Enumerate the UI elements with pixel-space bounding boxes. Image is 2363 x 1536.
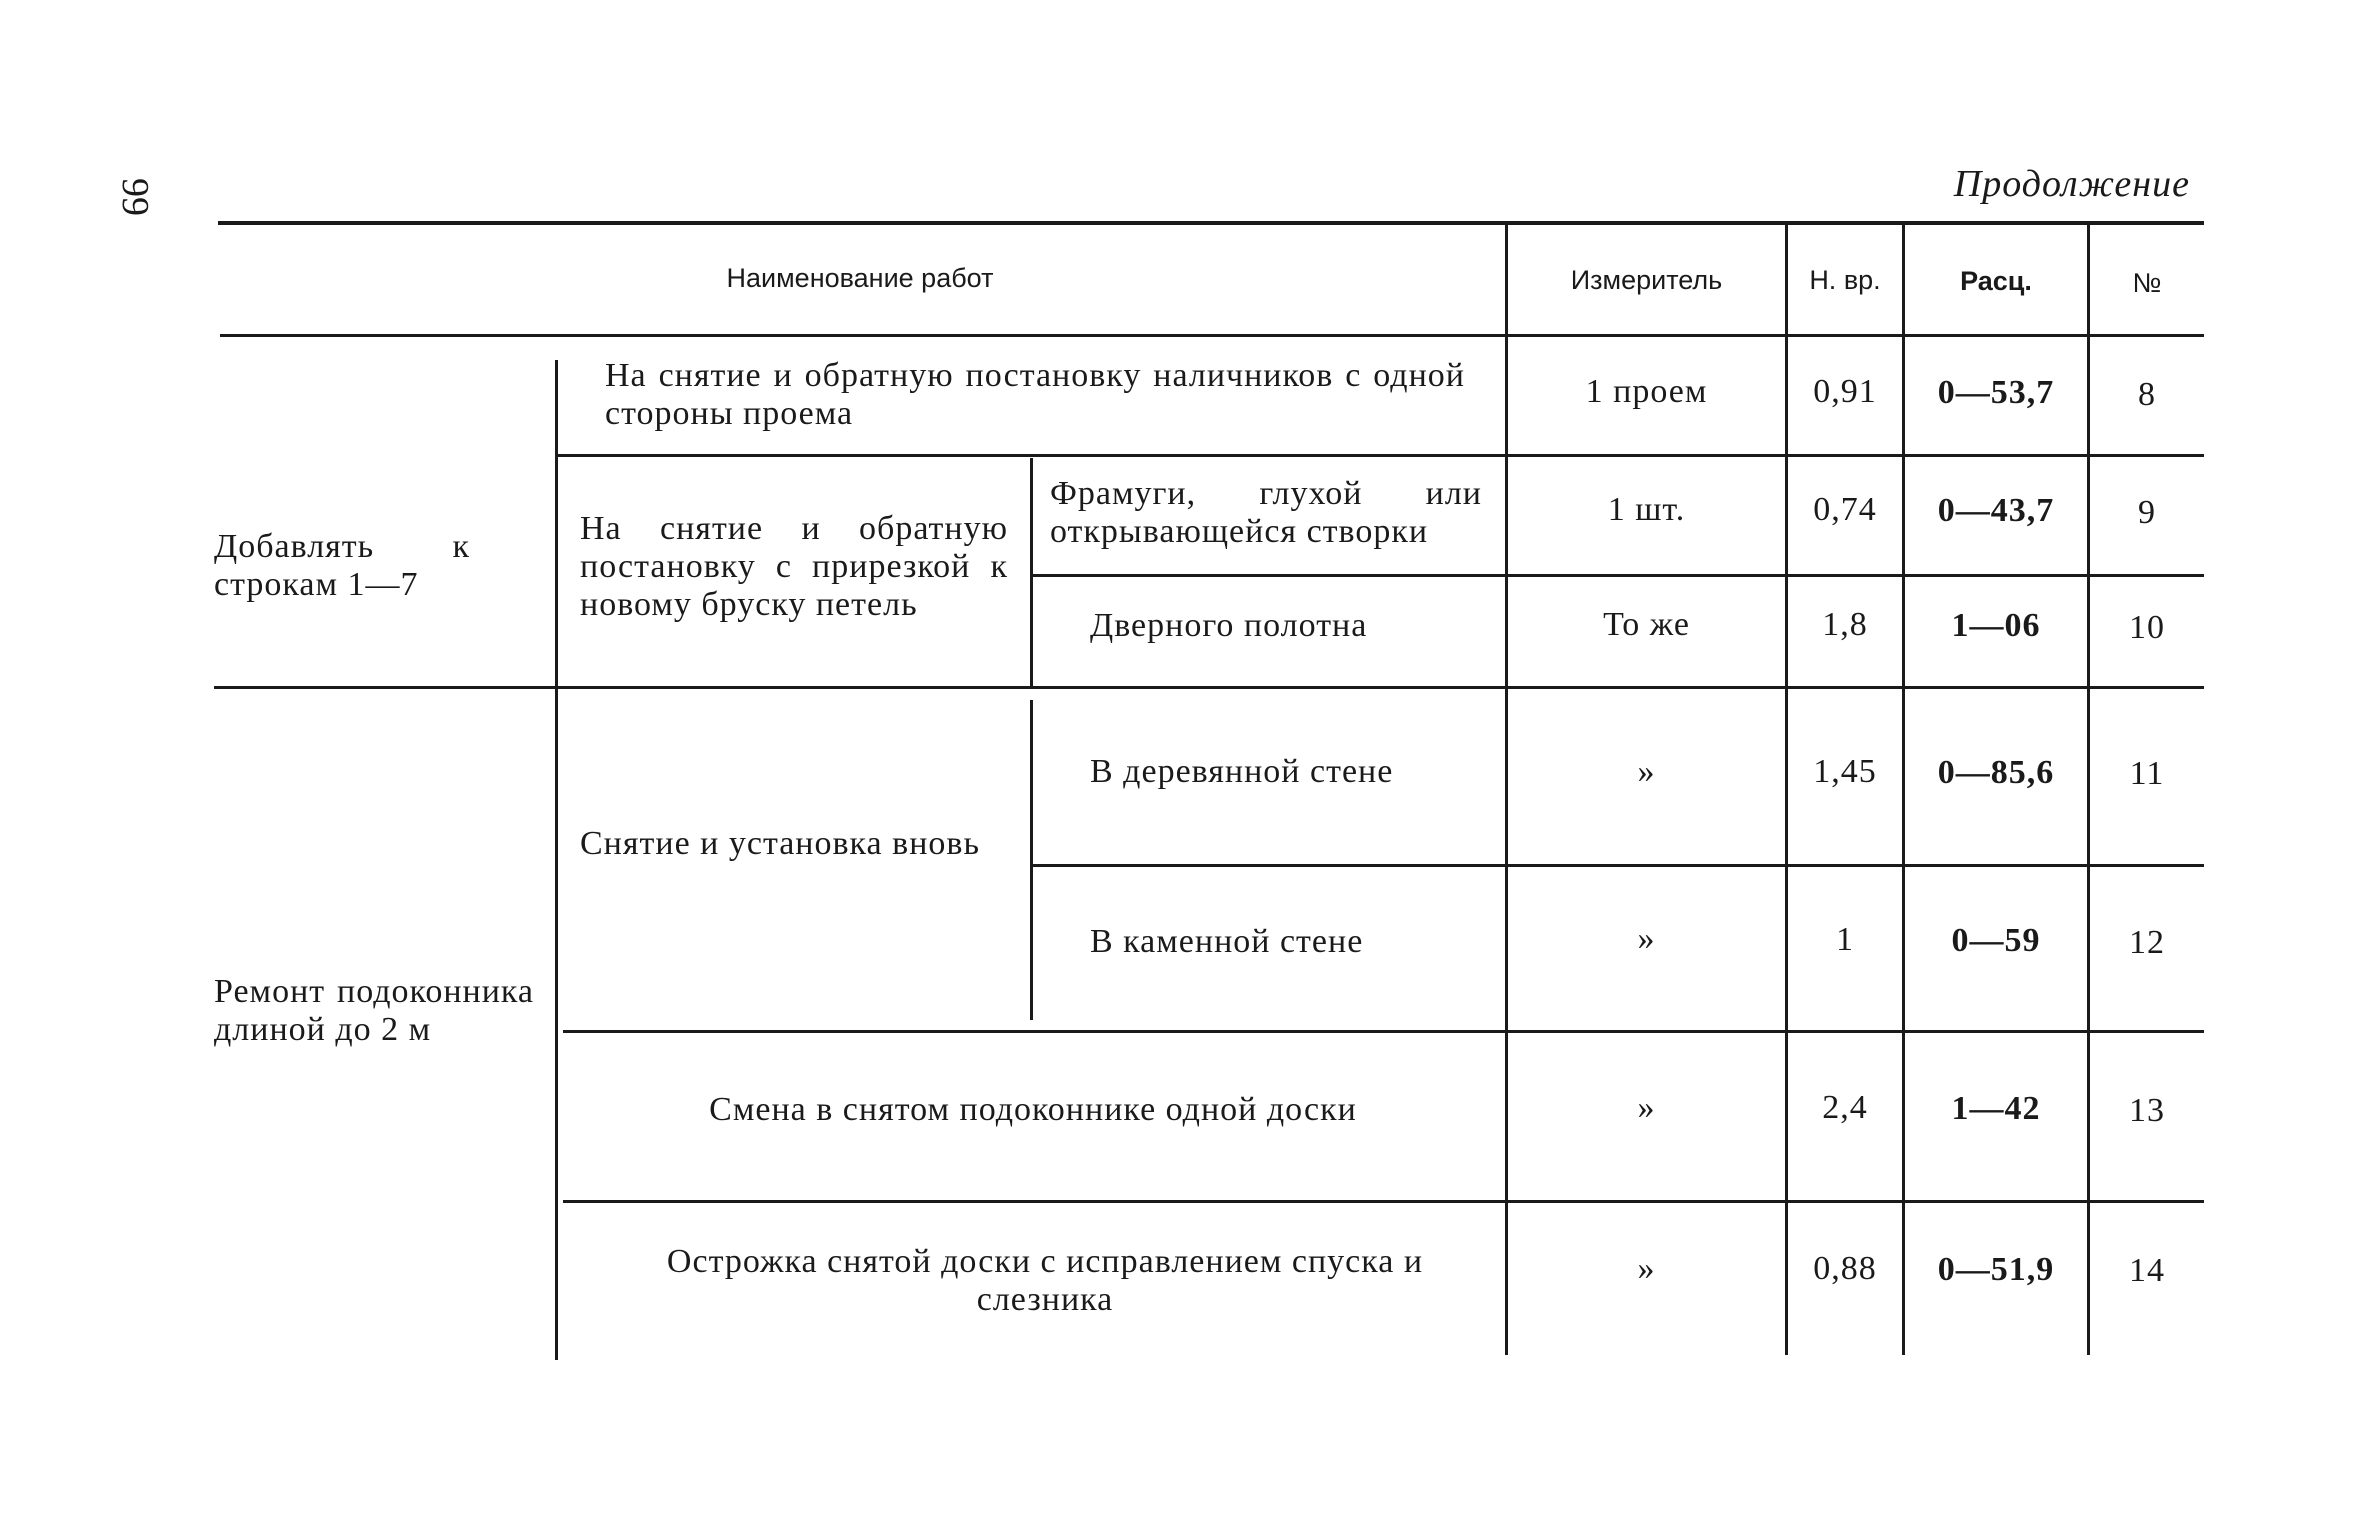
- table-row-name: На снятие и обратную постановку наличников с одной стороны проема: [605, 357, 1465, 432]
- table-row-time: 0,91: [1813, 373, 1877, 410]
- table-row-name: Фрамуги, глухой или открывающейся створки: [1050, 475, 1482, 550]
- table-row-no: 10: [2129, 609, 2165, 646]
- table-row-unit: »: [1637, 753, 1656, 790]
- row8-bottom-rule: [558, 454, 2204, 457]
- table-row-rate: 1—06: [1951, 607, 2041, 644]
- table-row-no: 13: [2129, 1092, 2165, 1129]
- table-row-time: 0,74: [1813, 491, 1877, 528]
- table-row-no: 11: [2129, 755, 2165, 792]
- table-row-rate: 0—85,6: [1937, 754, 2055, 791]
- table-row-no: 8: [2138, 376, 2156, 413]
- table-row-rate: 0—51,9: [1937, 1251, 2055, 1288]
- table-row-name: Дверного полотна: [1090, 607, 1368, 644]
- subgroup-label: На снятие и обратную постановку с прирезкой к новому бруску петель: [580, 510, 1008, 623]
- table-row-rate: 0—43,7: [1937, 492, 2055, 529]
- group-label: Добавлять к строкам 1—7: [214, 528, 470, 603]
- table-row-time: 2,4: [1822, 1089, 1868, 1126]
- header-name: Наименование работ: [726, 263, 994, 293]
- table-row-time: 1: [1836, 921, 1854, 958]
- table-row-rate: 0—53,7: [1937, 374, 2055, 411]
- row11-bottom-rule: [1033, 864, 2204, 867]
- group-col-rule: [555, 360, 558, 1360]
- table-top-rule: [218, 221, 2204, 225]
- table-row-rate: 1—42: [1951, 1090, 2041, 1127]
- table-row-name: В каменной стене: [1090, 923, 1364, 960]
- group-label: Ремонт подоконника длиной до 2 м: [214, 973, 534, 1048]
- table-row-rate: 0—59: [1951, 922, 2041, 959]
- table-row-unit: »: [1637, 1089, 1656, 1126]
- row12-bottom-rule: [563, 1030, 2204, 1033]
- table-row-time: 0,88: [1813, 1250, 1877, 1287]
- table-row-no: 9: [2138, 494, 2156, 531]
- subgroup-col-rule-2: [1030, 700, 1033, 1020]
- table-row-time: 1,45: [1813, 753, 1877, 790]
- header-rate: Расц.: [1960, 266, 2032, 296]
- table-row-name: Острожка снятой доски с исправлением спуска и слезника: [666, 1243, 1424, 1318]
- header-no: №: [2132, 268, 2162, 298]
- table-row-name: Смена в снятом подоконнике одной доски: [709, 1091, 1357, 1128]
- header-unit: Измеритель: [1570, 265, 1723, 295]
- row13-bottom-rule: [563, 1200, 2204, 1203]
- table-row-unit: »: [1637, 1250, 1656, 1287]
- continuation-label: Продолжение: [1953, 163, 2190, 205]
- table-row-time: 1,8: [1822, 606, 1868, 643]
- header-bottom-rule: [220, 334, 2204, 337]
- table-row-unit: 1 шт.: [1607, 491, 1686, 528]
- table-row-name: В деревянной стене: [1090, 753, 1394, 790]
- table-row-unit: »: [1637, 920, 1656, 957]
- row9-bottom-rule: [1033, 574, 2204, 577]
- page-number: 99: [114, 178, 156, 216]
- table-row-no: 12: [2129, 924, 2165, 961]
- table-row-unit: 1 проем: [1585, 373, 1708, 410]
- table-row-no: 14: [2129, 1252, 2165, 1289]
- group1-bottom-rule: [214, 686, 2204, 689]
- subgroup-label: Снятие и установка вновь: [580, 825, 980, 862]
- subgroup-col-rule-1: [1030, 458, 1033, 686]
- header-time: Н. вр.: [1809, 265, 1881, 295]
- table-row-unit: То же: [1603, 606, 1690, 643]
